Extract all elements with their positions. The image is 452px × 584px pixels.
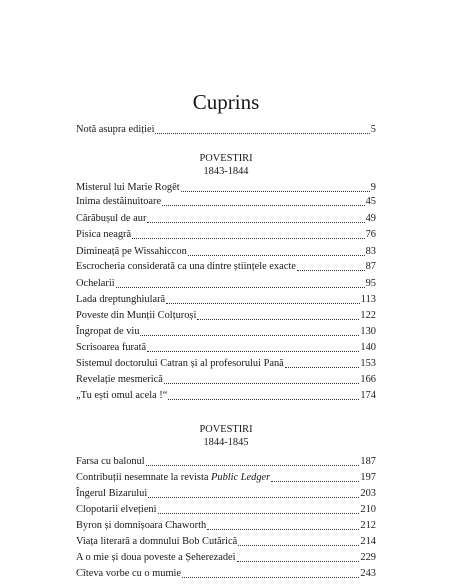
dot-leader [147,351,359,352]
toc-entry [76,519,376,533]
toc-entry-title: Viața literară a domnului Bob Cutărică [76,536,238,547]
toc-entry-page: 187 [360,456,376,467]
toc-entry [76,245,376,259]
toc-entry [76,228,376,242]
toc-entry-page: 76 [365,229,376,240]
dot-leader [238,545,359,546]
dot-leader [140,335,359,336]
toc-entry-page: 229 [360,552,376,563]
toc-entry-page: 166 [360,374,376,385]
toc-entry-title: „Tu ești omul acela !“ [76,390,168,401]
toc-entry-title: Inima destăinuitoare [76,196,162,207]
toc-entry-title: Îngropat de viu [76,326,140,337]
dot-leader [132,238,365,239]
toc-entry-page: 210 [360,504,376,515]
toc-entry-page: 45 [365,196,376,207]
toc-entry [76,341,376,355]
toc-entry-page: 83 [365,246,376,257]
toc-entry-title: Cărăbușul de aur [76,213,147,224]
toc-entry-page: 197 [360,472,376,483]
toc-entry-title: Scrisoarea furată [76,342,147,353]
toc-entry-title: Pisica neagră [76,229,132,240]
toc-entry-page: 9 [370,182,376,193]
toc-entry-title-italic: Public Ledger [211,472,271,483]
toc-entry-intro [76,123,376,137]
toc-entry-title: A o mie și doua poveste a Șeherezadei [76,552,236,563]
section-heading: POVESTIRI [199,153,253,164]
toc-entry-page: 203 [360,488,376,499]
dot-leader [285,367,360,368]
toc-entry-title: Poveste din Munții Colțuroși [76,310,197,321]
toc-entry-page: 140 [360,342,376,353]
toc-entry [76,551,376,565]
toc-entry [76,260,376,274]
toc-entry-page: 49 [365,213,376,224]
dot-leader [297,270,365,271]
dot-leader [207,529,359,530]
toc-entry [76,181,376,195]
dot-leader [237,561,360,562]
toc-entry-page: 174 [360,390,376,401]
toc-entry-page: 122 [360,310,376,321]
toc-entry-page: 212 [360,520,376,531]
toc-entry [76,195,376,209]
dot-leader [181,191,370,192]
dot-leader [147,222,364,223]
toc-entry [76,455,376,469]
dot-leader [271,481,359,482]
toc-entry-title: Byron și domnișoara Chaworth [76,520,207,531]
toc-entry-title: Îngerul Bizarului [76,488,148,499]
toc-entry-title: Cîteva vorbe cu o mumie [76,568,182,579]
toc-entry [76,293,376,307]
toc-entry-title: Contribuții nesemnate la revista Public Ledger [76,472,271,483]
dot-leader [148,497,359,498]
toc-entry [76,503,376,517]
toc-entry [76,277,376,291]
toc-entry-page: 214 [360,536,376,547]
dot-leader [158,513,360,514]
toc-entry [76,309,376,323]
toc-entry-page: 130 [360,326,376,337]
section-years: 1843-1844 [203,166,249,177]
section-years: 1844-1845 [203,437,249,448]
toc-entry [76,389,376,403]
dot-leader [146,465,360,466]
toc-entry-title: Revelație mesmerică [76,374,163,385]
toc-entry [76,325,376,339]
toc-entry-title: Dimineață pe Wissahiccon [76,246,187,257]
toc-entry-page: 243 [360,568,376,579]
dot-leader [155,133,369,134]
toc-entry-page: 153 [360,358,376,369]
dot-leader [164,383,360,384]
toc-entry-title: Lada dreptunghiulară [76,294,166,305]
toc-entry [76,212,376,226]
dot-leader [188,255,365,256]
toc-entry [76,535,376,549]
toc-entry [76,373,376,387]
toc-entry [76,357,376,371]
toc-entry-title: Clopotarii elvețieni [76,504,157,515]
toc-entry-title: Sistemul doctorului Catran și al profesorului Pană [76,358,284,369]
toc-entry-title: Ochelarii [76,278,115,289]
toc-entry-page: 95 [365,278,376,289]
dot-leader [168,399,359,400]
toc-entry-title: Notă asupra ediției [76,124,155,135]
toc-entry [76,567,376,581]
toc-entry [76,487,376,501]
toc-entry-title: Misterul lui Marie Rogêt [76,182,180,193]
toc-entry [76,471,376,485]
toc-entry-title: Escrocheria considerată ca una dintre științele exacte [76,261,296,272]
dot-leader [197,319,359,320]
section-heading: POVESTIRI [199,424,253,435]
dot-leader [162,205,364,206]
dot-leader [182,577,359,578]
toc-entry-title: Farsa cu balonul [76,456,145,467]
page-title: Cuprins [192,90,260,114]
dot-leader [166,303,360,304]
toc-entry-page: 113 [360,294,376,305]
toc-entry-page: 5 [370,124,376,135]
toc-entry-page: 87 [365,261,376,272]
dot-leader [116,287,365,288]
